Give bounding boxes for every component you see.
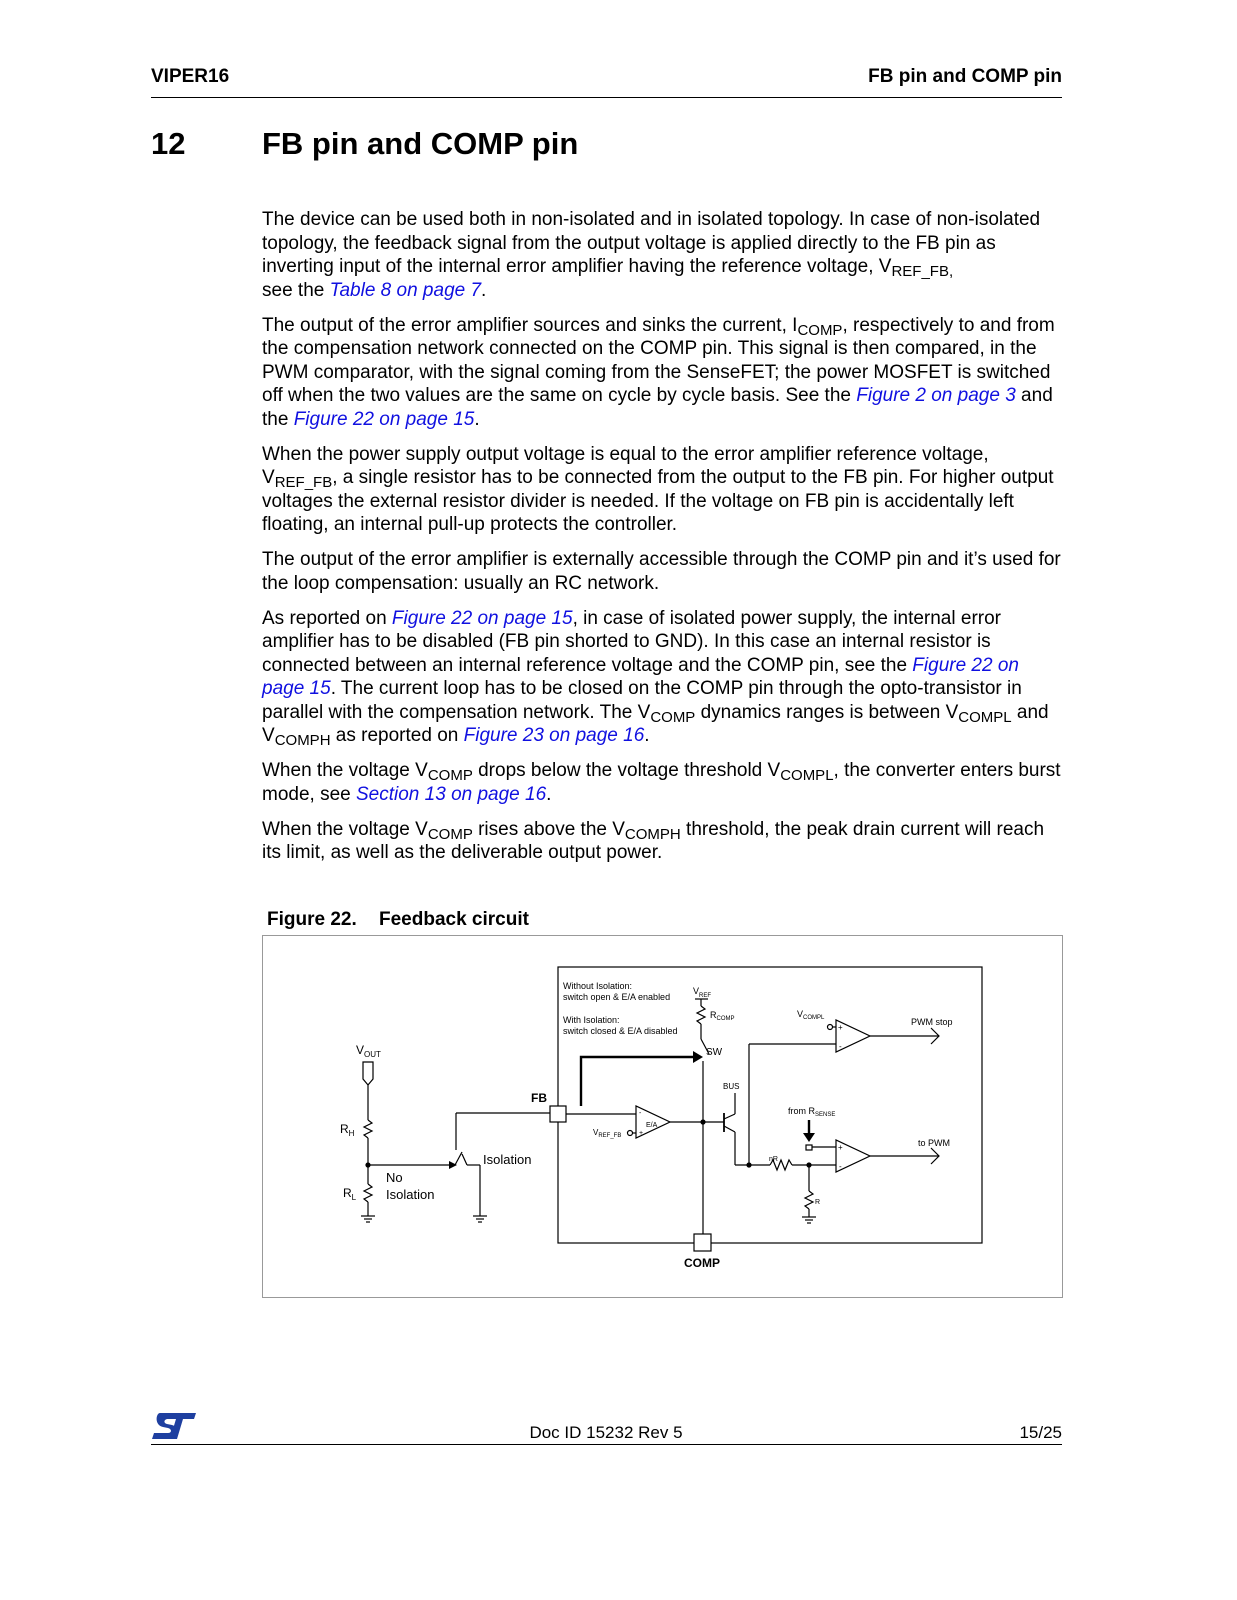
- label-rh: $R_H$: [340, 1122, 355, 1138]
- header-section-name: FB pin and COMP pin: [868, 66, 1062, 87]
- section-title: FB pin and COMP pin: [262, 126, 579, 161]
- header-rule: [151, 97, 1062, 98]
- header-doc-name: VIPER16: [151, 66, 230, 87]
- label-vref-fb: $V_{REF\_FB}$: [593, 1128, 622, 1139]
- label-vref: $V_{REF}$: [693, 986, 712, 999]
- isolation-control-arrow: [581, 1057, 693, 1106]
- svg-text:-: -: [639, 1110, 642, 1117]
- svg-text:+: +: [838, 1143, 843, 1152]
- paragraph-6: When the voltage $V_{COMP}$ drops below the voltage threshold $V_{COMPL}$, the converter enters burst mode, see Section 13 on page 16.: [262, 760, 1061, 805]
- paragraph-5: As reported on Figure 22 on page 15, in case of isolated power supply, the internal error amplifier has to be disabled (FB pin shorted to GND). In this case an internal resistor is connected between an internal reference voltage and the COMP pin, see the Figure 22 on page 15. The current loop has to be closed on the COMP pin through the opto-transistor in parallel with the compensation network. The $V_{COMP}$ dynamics ranges is between $V_{COMPL}$ and $V_{COMPH}$ as reported on Figure 23 on page 16.: [262, 607, 1049, 749]
- svg-text:-: -: [839, 1042, 842, 1051]
- link-figure-22[interactable]: Figure 22 on page 15: [391, 607, 573, 629]
- svg-text:+: +: [639, 1130, 644, 1137]
- note-without-isolation-2: switch open & E/A enabled: [563, 992, 671, 1002]
- footer-doc-id: Doc ID 15232 Rev 5: [529, 1423, 683, 1442]
- note-with-isolation-1: With Isolation:: [563, 1015, 620, 1025]
- link-table-8[interactable]: Table 8 on page 7: [329, 279, 482, 301]
- paragraph-3: When the power supply output voltage is equal to the error amplifier reference voltage, $V_{REF\_FB}$, a single resistor has to be connected from the output to the FB pin. For higher output voltages the external resistor divider is needed. If the voltage on FB pin is accidentally left floating, an internal pull-up protects the controller.: [262, 443, 1054, 535]
- link-figure-23[interactable]: Figure 23 on page 16: [463, 725, 645, 746]
- link-figure-22[interactable]: Figure 22 on page 15: [262, 654, 1019, 699]
- body-text: [262, 208, 1062, 876]
- circuit-diagram: [263, 936, 1062, 1297]
- label-rcomp: $R_{COMP}$: [710, 1010, 735, 1022]
- label-sw: SW: [706, 1047, 723, 1058]
- label-isolation: Isolation: [483, 1152, 532, 1167]
- label-no: No: [386, 1170, 403, 1185]
- rsense-arrow: [803, 1133, 815, 1142]
- label-pwm-stop: PWM stop: [911, 1017, 953, 1027]
- label-bus: BUS: [723, 1082, 740, 1091]
- label-vcompl: $V_{COMPL}$: [797, 1009, 825, 1021]
- rl-resistor: [364, 1184, 372, 1202]
- rh-resistor: [364, 1120, 372, 1138]
- label-vout: $V_{OUT}$: [356, 1043, 381, 1059]
- figure-caption: [267, 909, 529, 931]
- isolation-switch-arrow: [449, 1161, 457, 1169]
- section-number: 12: [151, 126, 186, 161]
- r-resistor: [805, 1191, 813, 1209]
- comp-pin: [694, 1234, 711, 1251]
- label-comp-pin: COMP: [684, 1256, 720, 1270]
- figure-title: Feedback circuit: [379, 909, 529, 930]
- svg-text:-: -: [839, 1162, 842, 1171]
- paragraph-1: The device can be used both in non-isolated and in isolated topology. In case of non-isolated topology, the feedback signal from the output voltage is applied directly to the FB pin as inverting input of the internal error amplifier having the reference voltage, $V_{REF\_FB,}$ see the Table 8 on page 7.: [262, 209, 1041, 301]
- label-to-pwm: to PWM: [918, 1138, 951, 1148]
- label-nr: nR: [769, 1156, 778, 1163]
- paragraph-2: The output of the error amplifier sources and sinks the current, $I_{COMP}$, respectively to and from the compensation network connected on the COMP pin. This signal is then compared, in the PWM comparator, with the signal coming from the SenseFET; the power MOSFET is switched off when the two values are the same on cycle by cycle basis. See the Figure 2 on page 3 and the Figure 22 on page 15.: [262, 314, 1055, 430]
- link-figure-2[interactable]: Figure 2 on page 3: [856, 385, 1016, 406]
- isolation-switch: [455, 1152, 462, 1165]
- link-figure-22[interactable]: Figure 22 on page 15: [293, 408, 475, 430]
- link-section-13[interactable]: Section 13 on page 16: [356, 783, 547, 805]
- note-without-isolation-1: Without Isolation:: [563, 981, 633, 991]
- footer-page-number: 15/25: [1019, 1423, 1062, 1442]
- label-rl: $R_L$: [343, 1186, 357, 1202]
- paragraph-7: When the voltage $V_{COMP}$ rises above the $V_{COMPH}$ threshold, the peak drain current will reach its limit, as well as the deliverable output power.: [262, 818, 1045, 863]
- vout-terminal: [363, 1062, 373, 1085]
- label-ea: E/A: [646, 1122, 658, 1129]
- label-no-isolation: Isolation: [386, 1187, 435, 1202]
- note-with-isolation-2: switch closed & E/A disabled: [563, 1026, 678, 1036]
- label-from-rsense: from $R_{SENSE}$: [788, 1106, 836, 1118]
- rcomp-resistor: [697, 1006, 705, 1024]
- paragraph-4: The output of the error amplifier is externally accessible through the COMP pin and it’s used for the loop compensation: usually an RC network.: [262, 549, 1061, 594]
- fb-pin: [550, 1106, 566, 1122]
- figure-number: Figure 22.: [267, 909, 357, 930]
- footer-rule: [151, 1444, 1062, 1445]
- svg-text:+: +: [838, 1023, 843, 1032]
- ic-box: [558, 967, 982, 1243]
- figure-feedback-circuit: [262, 935, 1063, 1298]
- label-r: R: [815, 1199, 821, 1206]
- label-fb-pin: FB: [531, 1091, 547, 1105]
